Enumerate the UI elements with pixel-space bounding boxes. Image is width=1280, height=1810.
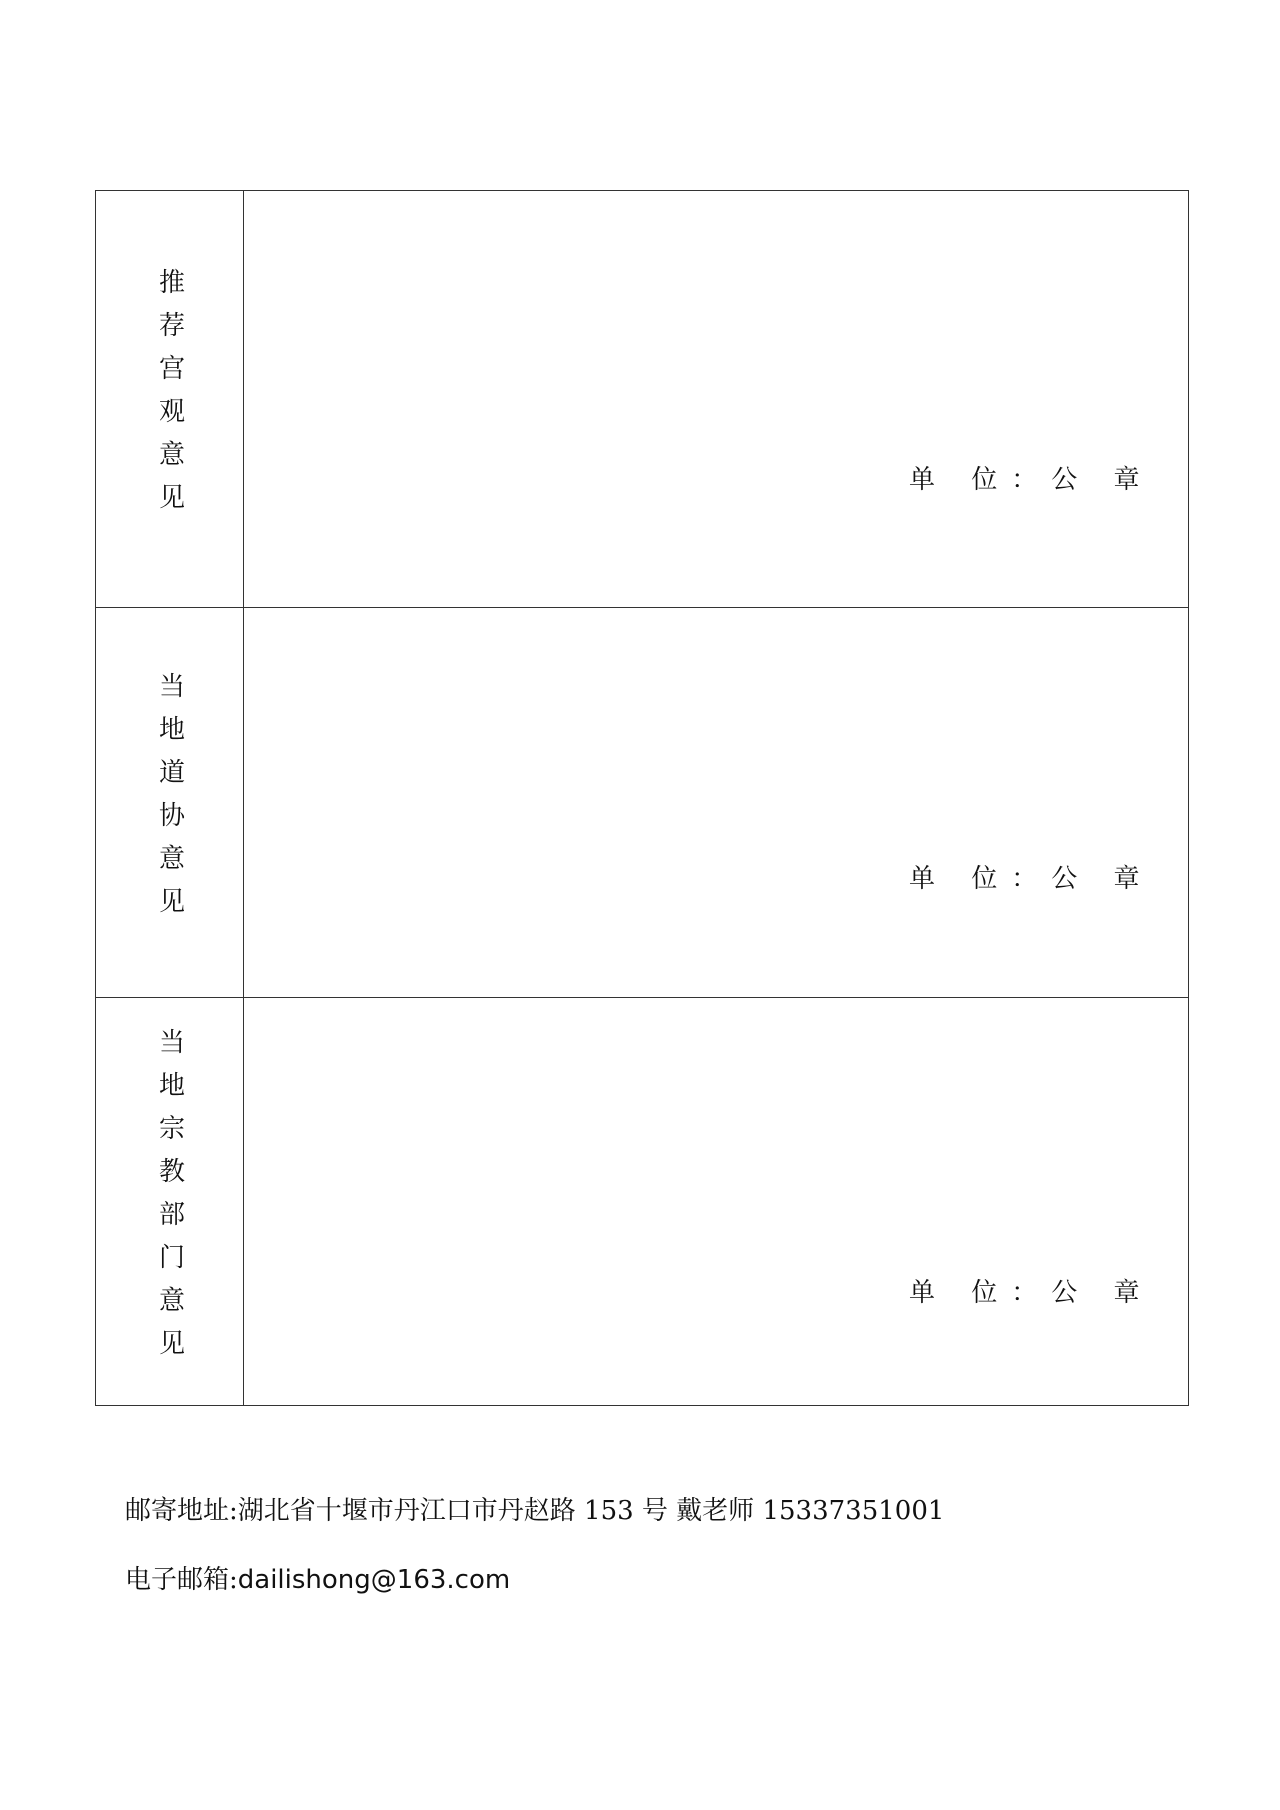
row-label: 当地宗教部门意见: [154, 1027, 185, 1372]
unit-seal-label: 单 位：公 章: [909, 465, 1154, 495]
mailing-address-label: 邮寄地址:: [125, 1496, 238, 1526]
row-label: 推荐宫观意见: [154, 268, 185, 526]
form-row-temple-opinion: [96, 191, 1189, 608]
row-label-cell: [96, 998, 244, 1406]
email-address: [125, 1559, 510, 1596]
mailing-address-value: 湖北省十堰市丹江口市丹赵路 153 号 戴老师 15337351001: [237, 1496, 945, 1526]
opinion-content-area[interactable]: [244, 608, 1189, 998]
opinion-content-area[interactable]: [244, 998, 1189, 1406]
opinion-form-table: [95, 190, 1189, 1406]
form-row-taoist-association-opinion: [96, 608, 1189, 998]
row-label-cell: [96, 191, 244, 608]
unit-seal-label: 单 位：公 章: [909, 1278, 1154, 1308]
unit-seal-label: 单 位：公 章: [909, 864, 1154, 894]
form-row-religious-dept-opinion: [96, 998, 1189, 1406]
email-label: 电子邮箱:: [125, 1565, 238, 1595]
email-value[interactable]: dailishong@163.com: [237, 1565, 511, 1595]
opinion-content-area[interactable]: [244, 191, 1189, 608]
row-label-cell: [96, 608, 244, 998]
row-label: 当地道协意见: [154, 671, 185, 930]
mailing-address: [125, 1490, 944, 1527]
